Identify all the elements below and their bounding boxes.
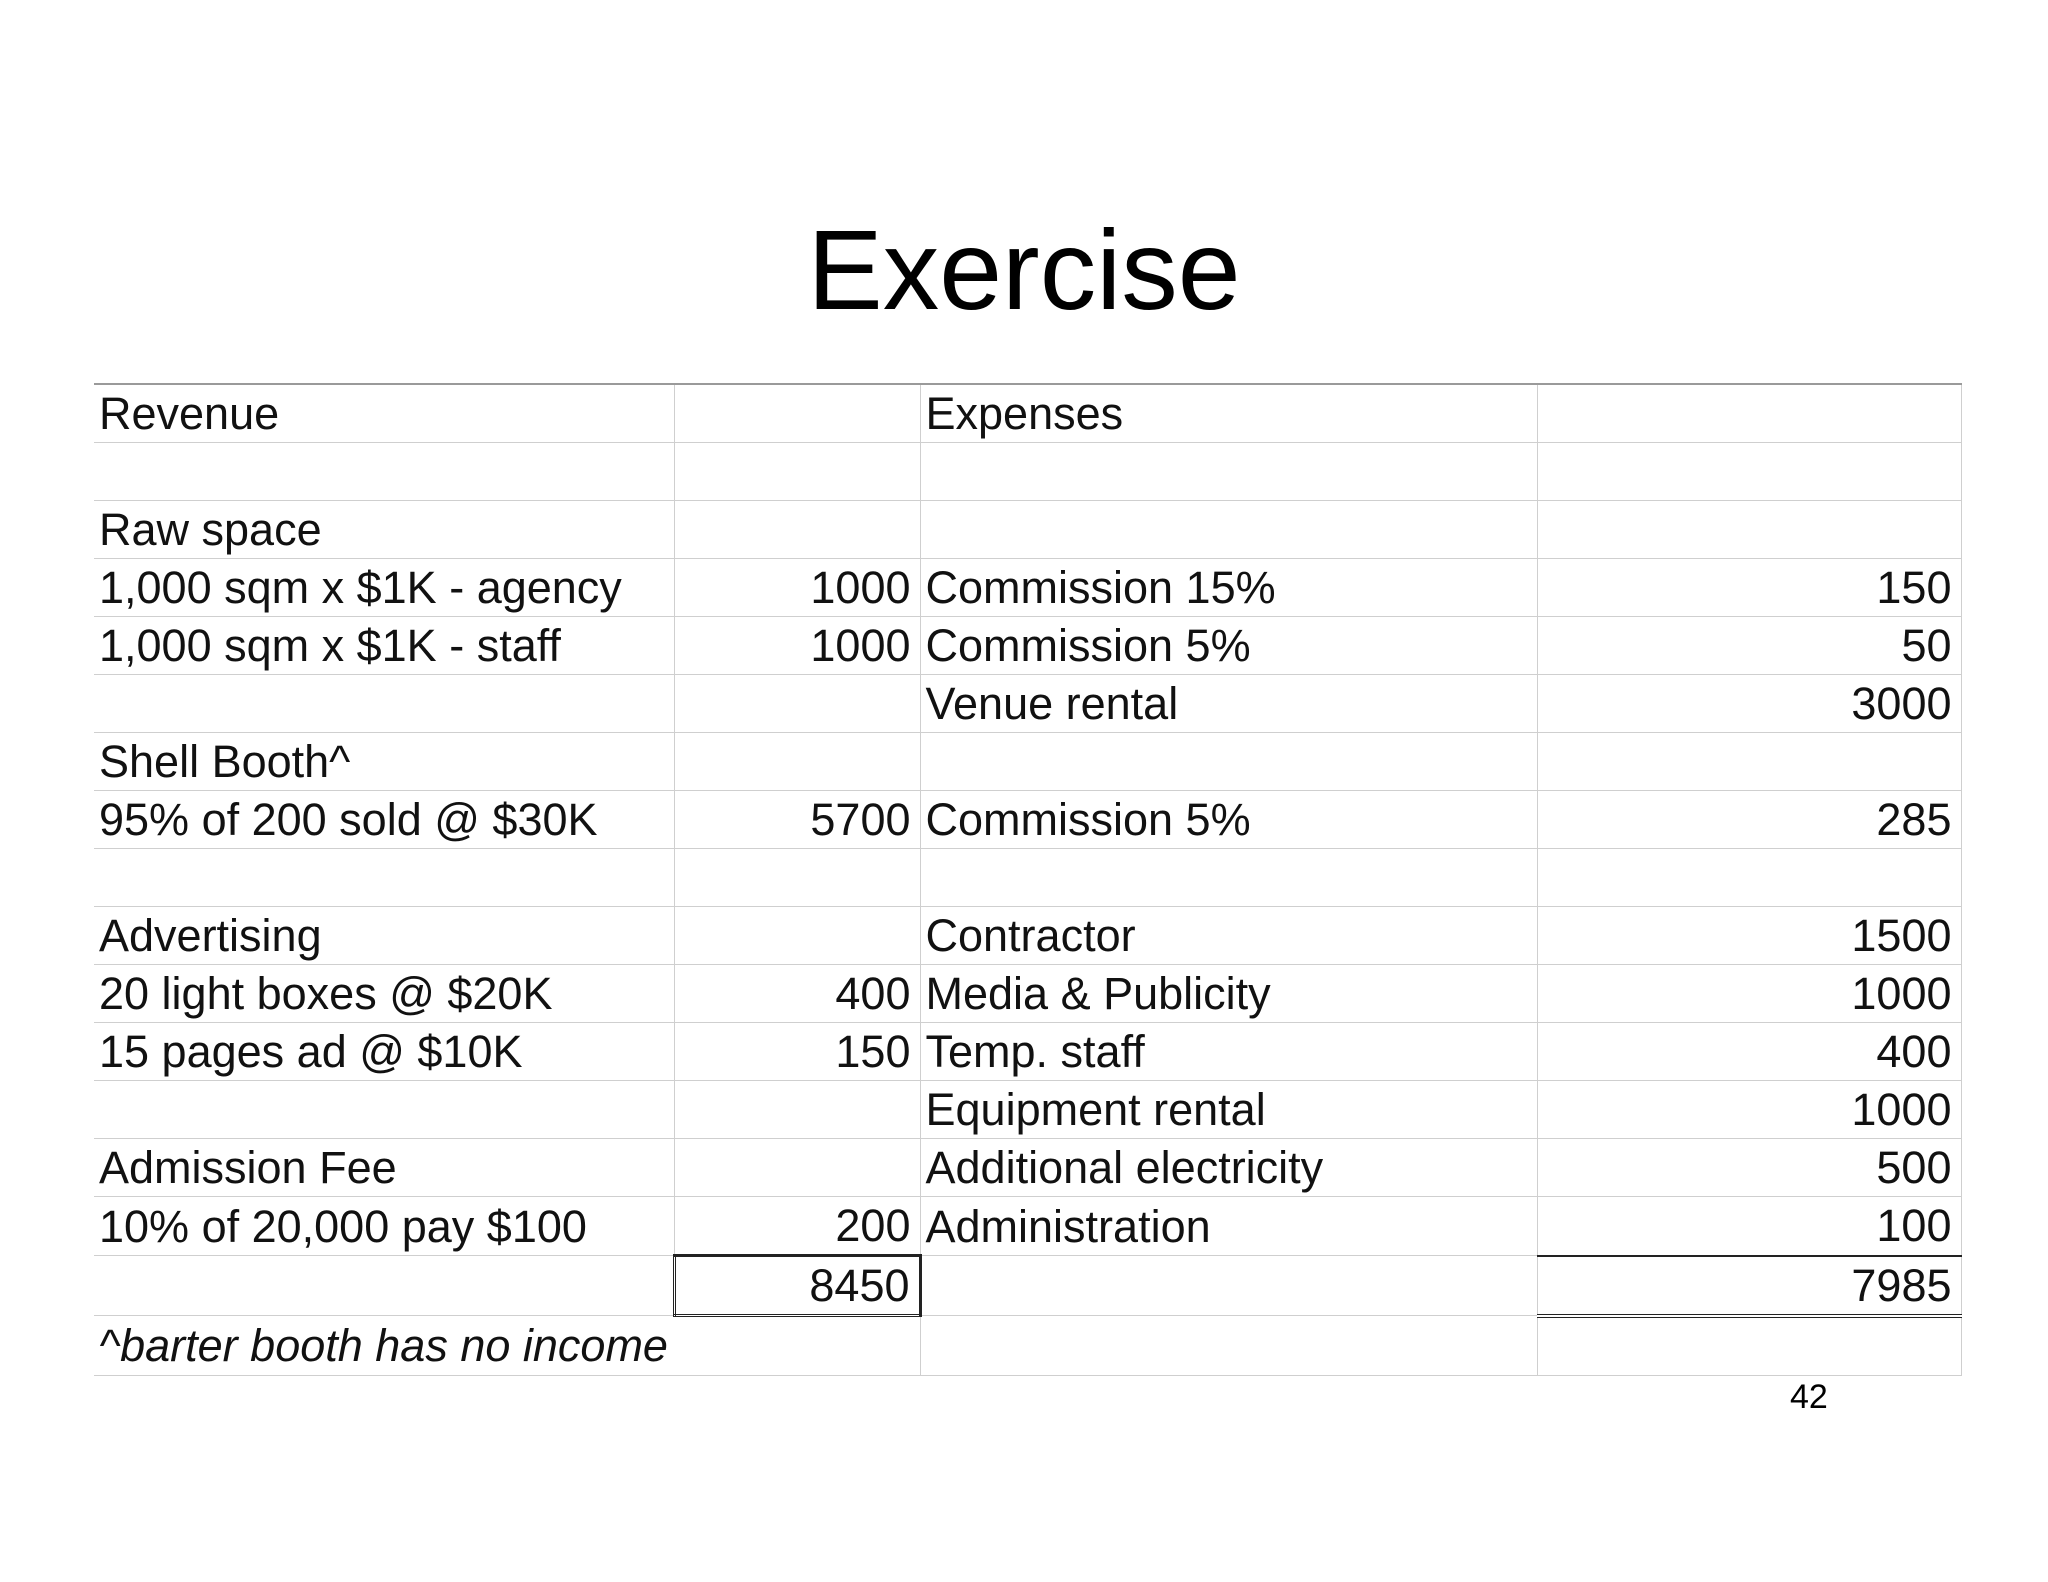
table-row xyxy=(94,791,1961,849)
revenue-label-cell[interactable]: Raw space xyxy=(94,501,674,559)
revenue-label-cell[interactable]: Revenue xyxy=(94,384,674,443)
revenue-total-cell[interactable]: 8450 xyxy=(674,1256,920,1316)
revenue-value-cell[interactable]: 400 xyxy=(674,965,920,1023)
expense-label-cell[interactable] xyxy=(920,443,1537,501)
revenue-label-cell[interactable]: 95% of 200 sold @ $30K xyxy=(94,791,674,849)
expense-value-cell[interactable]: 50 xyxy=(1537,617,1961,675)
expense-value-cell[interactable]: 500 xyxy=(1537,1139,1961,1197)
expense-value-cell[interactable]: 285 xyxy=(1537,791,1961,849)
revenue-label-cell[interactable] xyxy=(94,849,674,907)
revenue-value-cell[interactable]: 200 xyxy=(674,1197,920,1256)
revenue-value-cell[interactable]: 1000 xyxy=(674,559,920,617)
table-row xyxy=(94,849,1961,907)
table-row xyxy=(94,675,1961,733)
revenue-value-cell[interactable] xyxy=(674,733,920,791)
table-row xyxy=(94,1197,1961,1256)
expense-value-cell[interactable]: 1000 xyxy=(1537,965,1961,1023)
expense-label-cell[interactable]: Media & Publicity xyxy=(920,965,1537,1023)
table-row xyxy=(94,1023,1961,1081)
revenue-label-cell[interactable]: Shell Booth^ xyxy=(94,733,674,791)
expense-total-cell[interactable]: 7985 xyxy=(1537,1256,1961,1316)
expense-label-cell[interactable]: Additional electricity xyxy=(920,1139,1537,1197)
revenue-label-cell[interactable] xyxy=(94,443,674,501)
expense-value-cell[interactable]: 400 xyxy=(1537,1023,1961,1081)
expense-label-cell[interactable] xyxy=(920,849,1537,907)
footnote-row xyxy=(94,1316,1961,1376)
table-row xyxy=(94,501,1961,559)
revenue-value-cell[interactable]: 5700 xyxy=(674,791,920,849)
revenue-label-cell[interactable]: 20 light boxes @ $20K xyxy=(94,965,674,1023)
revenue-value-cell[interactable] xyxy=(674,443,920,501)
table-row xyxy=(94,443,1961,501)
revenue-value-cell[interactable] xyxy=(674,384,920,443)
revenue-value-cell[interactable] xyxy=(674,849,920,907)
expense-label-cell[interactable]: Temp. staff xyxy=(920,1023,1537,1081)
revenue-label-cell[interactable]: Advertising xyxy=(94,907,674,965)
table-row xyxy=(94,733,1961,791)
table-row xyxy=(94,907,1961,965)
table-row xyxy=(94,1081,1961,1139)
footnote-cell[interactable]: ^barter booth has no income xyxy=(94,1316,920,1376)
empty-cell[interactable] xyxy=(94,1256,674,1316)
revenue-label-cell[interactable]: 10% of 20,000 pay $100 xyxy=(94,1197,674,1256)
expense-label-cell[interactable]: Contractor xyxy=(920,907,1537,965)
expense-value-cell[interactable] xyxy=(1537,849,1961,907)
expense-label-cell[interactable] xyxy=(920,733,1537,791)
empty-cell[interactable] xyxy=(1537,1316,1961,1376)
expense-label-cell[interactable]: Commission 15% xyxy=(920,559,1537,617)
revenue-value-cell[interactable] xyxy=(674,907,920,965)
expense-label-cell[interactable]: Expenses xyxy=(920,384,1537,443)
expense-value-cell[interactable]: 1500 xyxy=(1537,907,1961,965)
budget-table xyxy=(94,383,1962,1376)
revenue-label-cell[interactable] xyxy=(94,1081,674,1139)
expense-value-cell[interactable] xyxy=(1537,501,1961,559)
revenue-label-cell[interactable]: 1,000 sqm x $1K - agency xyxy=(94,559,674,617)
revenue-value-cell[interactable]: 150 xyxy=(674,1023,920,1081)
revenue-value-cell[interactable] xyxy=(674,501,920,559)
table-row xyxy=(94,965,1961,1023)
expense-label-cell[interactable]: Venue rental xyxy=(920,675,1537,733)
revenue-label-cell[interactable] xyxy=(94,675,674,733)
budget-table-body xyxy=(94,384,1961,1375)
revenue-value-cell[interactable] xyxy=(674,1081,920,1139)
table-row xyxy=(94,384,1961,443)
table-row xyxy=(94,559,1961,617)
expense-label-cell[interactable]: Administration xyxy=(920,1197,1537,1256)
expense-label-cell[interactable]: Equipment rental xyxy=(920,1081,1537,1139)
table-row xyxy=(94,617,1961,675)
totals-row xyxy=(94,1256,1961,1316)
expense-value-cell[interactable]: 150 xyxy=(1537,559,1961,617)
expense-value-cell[interactable] xyxy=(1537,733,1961,791)
expense-value-cell[interactable]: 1000 xyxy=(1537,1081,1961,1139)
expense-label-cell[interactable]: Commission 5% xyxy=(920,617,1537,675)
revenue-value-cell[interactable]: 1000 xyxy=(674,617,920,675)
expense-value-cell[interactable] xyxy=(1537,443,1961,501)
expense-value-cell[interactable]: 3000 xyxy=(1537,675,1961,733)
expense-label-cell[interactable]: Commission 5% xyxy=(920,791,1537,849)
expense-label-cell[interactable] xyxy=(920,501,1537,559)
revenue-label-cell[interactable]: Admission Fee xyxy=(94,1139,674,1197)
empty-cell[interactable] xyxy=(920,1256,1537,1316)
revenue-value-cell[interactable] xyxy=(674,1139,920,1197)
slide-title: Exercise xyxy=(807,207,1241,333)
revenue-value-cell[interactable] xyxy=(674,675,920,733)
expense-value-cell[interactable] xyxy=(1537,384,1961,443)
revenue-label-cell[interactable]: 1,000 sqm x $1K - staff xyxy=(94,617,674,675)
revenue-label-cell[interactable]: 15 pages ad @ $10K xyxy=(94,1023,674,1081)
expense-value-cell[interactable]: 100 xyxy=(1537,1197,1961,1256)
empty-cell[interactable] xyxy=(920,1316,1537,1376)
table-row xyxy=(94,1139,1961,1197)
page-number: 42 xyxy=(1790,1378,1828,1416)
